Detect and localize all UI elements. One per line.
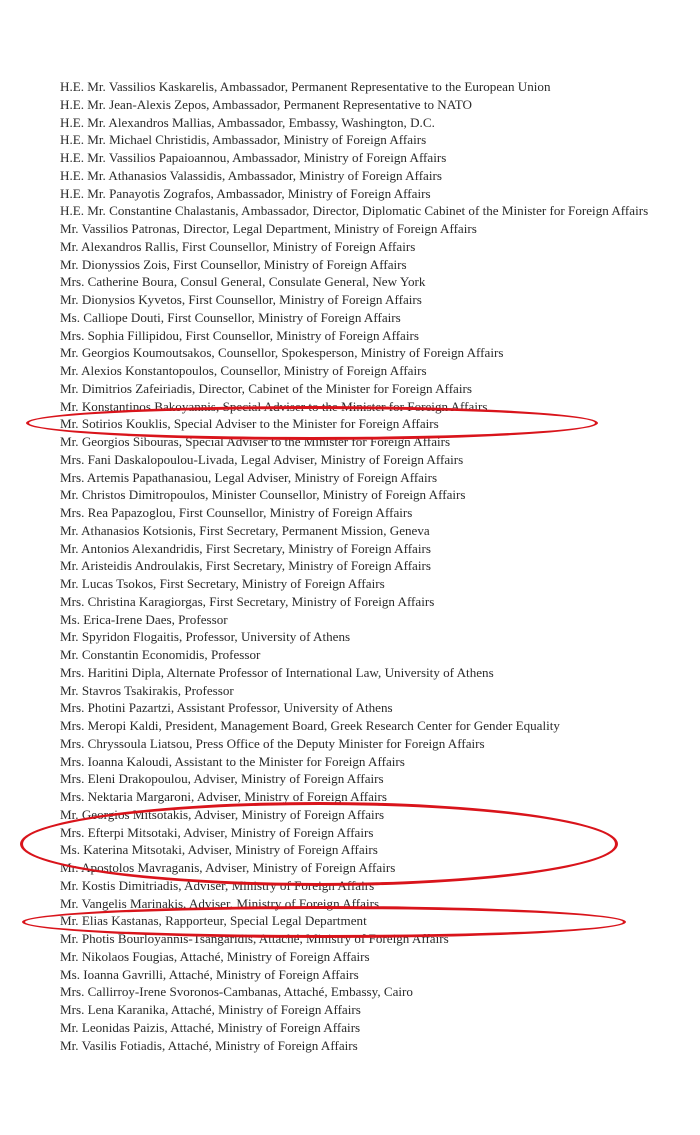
list-line: Mrs. Ioanna Kaloudi, Assistant to the Minister for Foreign Affairs	[60, 753, 405, 769]
list-line: Mr. Vasilis Fotiadis, Attaché, Ministry of Foreign Affairs	[60, 1037, 358, 1053]
list-line: Ms. Katerina Mitsotaki, Adviser, Ministry of Foreign Affairs	[60, 842, 378, 858]
list-line: Mr. Georgios Mitsotakis, Adviser, Ministry of Foreign Affairs	[60, 806, 385, 822]
list-line: Mrs. Catherine Boura, Consul General, Consulate General, New York	[60, 274, 426, 290]
list-line: Mr. Vassilios Patronas, Director, Legal Department, Ministry of Foreign Affairs	[60, 221, 477, 236]
list-line: Mrs. Artemis Papathanasiou, Legal Adviser, Ministry of Foreign Affairs	[60, 469, 438, 485]
delegation-list	[60, 78, 675, 1054]
list-line: Mr. Dionyssios Zois, First Counsellor, Ministry of Foreign Affairs	[60, 256, 407, 272]
list-line: Mr. Photis Bourloyannis-Tsangaridis, Attaché, Ministry of Foreign Affairs	[60, 931, 449, 946]
list-line: Mr. Kostis Dimitriadis, Adviser, Ministry of Foreign Affairs	[60, 877, 375, 893]
list-line: H.E. Mr. Alexandros Mallias, Ambassador, Embassy, Washington, D.C.	[60, 114, 435, 130]
list-line: H.E. Mr. Panayotis Zografos, Ambassador, Ministry of Foreign Affairs	[60, 185, 431, 201]
list-line: H.E. Mr. Constantine Chalastanis, Ambassador, Director, Diplomatic Cabinet of the Minister for Foreign Affairs	[60, 203, 649, 219]
list-line: Mr. Dionysios Kyvetos, First Counsellor, Ministry of Foreign Affairs	[60, 292, 422, 307]
list-line: H.E. Mr. Vassilios Kaskarelis, Ambassador, Permanent Representative to the European Union	[60, 79, 551, 94]
list-line: Mr. Aristeidis Androulakis, First Secretary, Ministry of Foreign Affairs	[60, 558, 431, 574]
list-line: Ms. Calliope Douti, First Counsellor, Ministry of Foreign Affairs	[60, 309, 401, 325]
list-line: Mr. Christos Dimitropoulos, Minister Counsellor, Ministry of Foreign Affairs	[60, 487, 466, 503]
list-line: Mr. Constantin Economidis, Professor	[60, 647, 261, 662]
list-line: Mr. Vangelis Marinakis, Adviser, Ministry of Foreign Affairs	[60, 895, 380, 911]
list-line: Mr. Georgios Sibouras, Special Adviser to the Minister for Foreign Affairs	[60, 434, 451, 449]
list-line: H.E. Mr. Michael Christidis, Ambassador, Ministry of Foreign Affairs	[60, 132, 427, 148]
list-line: Mrs. Lena Karanika, Attaché, Ministry of Foreign Affairs	[60, 1002, 361, 1017]
list-line: Mr. Dimitrios Zafeiriadis, Director, Cabinet of the Minister for Foreign Affairs	[60, 380, 472, 396]
list-line: Mrs. Efterpi Mitsotaki, Adviser, Ministry of Foreign Affairs	[60, 824, 374, 840]
list-line: Mrs. Nektaria Margaroni, Adviser, Ministry of Foreign Affairs	[60, 789, 388, 804]
list-line: Mrs. Eleni Drakopoulou, Adviser, Ministry of Foreign Affairs	[60, 771, 384, 787]
list-line: Mr. Alexios Konstantopoulos, Counsellor, Ministry of Foreign Affairs	[60, 363, 427, 378]
list-line: Mr. Antonios Alexandridis, First Secretary, Ministry of Foreign Affairs	[60, 540, 431, 556]
list-line: Mr. Lucas Tsokos, First Secretary, Ministry of Foreign Affairs	[60, 576, 385, 591]
list-line: H.E. Mr. Vassilios Papaioannou, Ambassador, Ministry of Foreign Affairs	[60, 150, 447, 165]
list-line: Mrs. Haritini Dipla, Alternate Professor of International Law, University of Athens	[60, 664, 494, 680]
list-line: Mr. Georgios Koumoutsakos, Counsellor, Spokesperson, Ministry of Foreign Affairs	[60, 345, 504, 361]
list-line: Mrs. Meropi Kaldi, President, Management Board, Greek Research Center for Gender Equality	[60, 718, 560, 733]
list-line: Mrs. Fani Daskalopoulou-Livada, Legal Adviser, Ministry of Foreign Affairs	[60, 451, 464, 467]
list-line: Mrs. Callirroy-Irene Svoronos-Cambanas, Attaché, Embassy, Cairo	[60, 984, 413, 1000]
list-line: H.E. Mr. Athanasios Valassidis, Ambassador, Ministry of Foreign Affairs	[60, 167, 442, 183]
list-line: Mr. Apostolos Mavraganis, Adviser, Ministry of Foreign Affairs	[60, 860, 396, 875]
list-line: Mrs. Photini Pazartzi, Assistant Professor, University of Athens	[60, 700, 393, 716]
list-line: Mrs. Rea Papazoglou, First Counsellor, Ministry of Foreign Affairs	[60, 505, 413, 520]
list-line: Mr. Leonidas Paizis, Attaché, Ministry of Foreign Affairs	[60, 1019, 361, 1035]
list-line: Mr. Athanasios Kotsionis, First Secretary, Permanent Mission, Geneva	[60, 522, 430, 538]
list-line: Mr. Stavros Tsakirakis, Professor	[60, 682, 234, 698]
list-line: Mr. Elias Kastanas, Rapporteur, Special Legal Department	[60, 913, 367, 929]
list-line: Mr. Spyridon Flogaitis, Professor, University of Athens	[60, 629, 351, 645]
list-line: Mr. Alexandros Rallis, First Counsellor, Ministry of Foreign Affairs	[60, 238, 416, 254]
list-line: H.E. Mr. Jean-Alexis Zepos, Ambassador, Permanent Representative to NATO	[60, 96, 472, 112]
list-line: Ms. Erica-Irene Daes, Professor	[60, 611, 228, 627]
list-line: Mr. Sotirios Kouklis, Special Adviser to the Minister for Foreign Affairs	[60, 416, 439, 432]
list-line: Mr. Konstantinos Bakoyannis, Special Adviser to the Minister for Foreign Affairs	[60, 398, 488, 414]
list-line: Mr. Nikolaos Fougias, Attaché, Ministry of Foreign Affairs	[60, 948, 370, 964]
list-line: Mrs. Chryssoula Liatsou, Press Office of the Deputy Minister for Foreign Affairs	[60, 735, 485, 751]
list-line: Ms. Ioanna Gavrilli, Attaché, Ministry of Foreign Affairs	[60, 966, 359, 982]
list-line: Mrs. Christina Karagiorgas, First Secretary, Ministry of Foreign Affairs	[60, 593, 435, 609]
list-line: Mrs. Sophia Fillipidou, First Counsellor, Ministry of Foreign Affairs	[60, 327, 419, 343]
